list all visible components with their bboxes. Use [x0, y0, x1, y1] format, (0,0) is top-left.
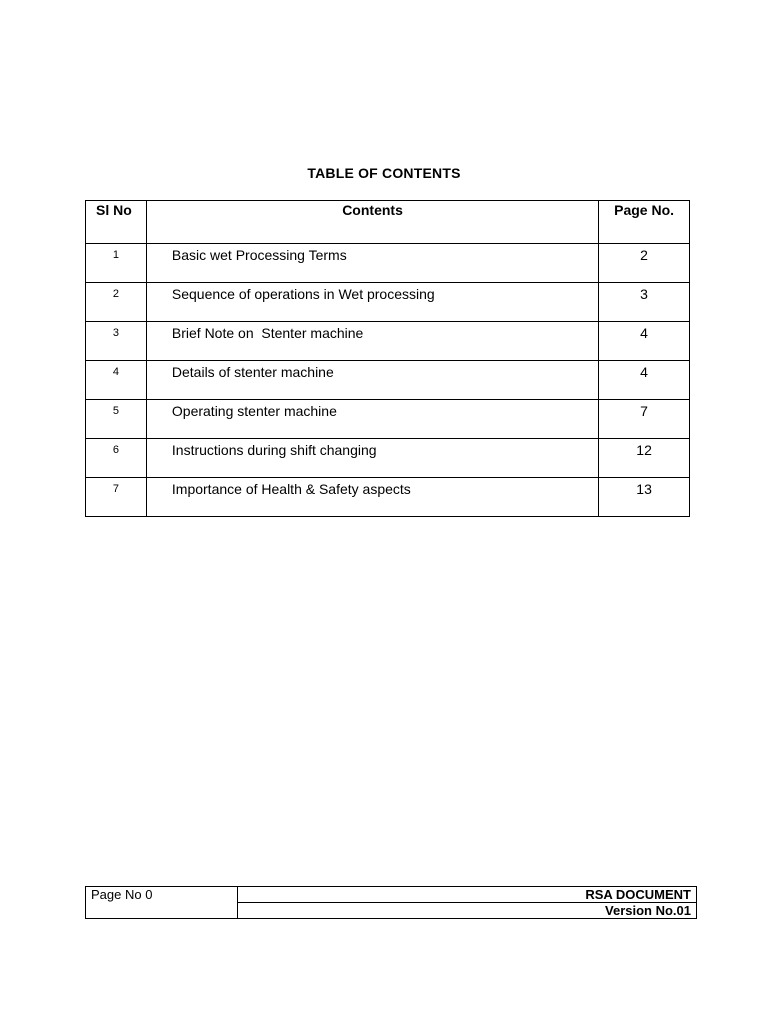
- row-number: 1: [86, 244, 147, 283]
- page-footer: [85, 886, 697, 919]
- row-number: 4: [86, 361, 147, 400]
- row-number: 2: [86, 283, 147, 322]
- contents-table: [85, 200, 690, 517]
- row-page: 4: [599, 322, 690, 361]
- footer-version: Version No.01: [238, 903, 697, 919]
- row-number: 7: [86, 478, 147, 517]
- row-page: 12: [599, 439, 690, 478]
- row-title: Basic wet Processing Terms: [146, 244, 598, 283]
- row-page: 3: [599, 283, 690, 322]
- row-title: Importance of Health & Safety aspects: [146, 478, 598, 517]
- table-row: [86, 283, 690, 322]
- header-page-no: Page No.: [599, 201, 690, 244]
- row-page: 7: [599, 400, 690, 439]
- row-title: Sequence of operations in Wet processing: [146, 283, 598, 322]
- header-contents: Contents: [146, 201, 598, 244]
- footer-document-name: RSA DOCUMENT: [238, 887, 697, 903]
- table-row: [86, 439, 690, 478]
- table-row: [86, 322, 690, 361]
- row-page: 13: [599, 478, 690, 517]
- row-title: Operating stenter machine: [146, 400, 598, 439]
- page-title: TABLE OF CONTENTS: [307, 165, 461, 181]
- table-row: [86, 400, 690, 439]
- table-header-row: [86, 201, 690, 244]
- row-number: 3: [86, 322, 147, 361]
- row-title: Brief Note on Stenter machine: [146, 322, 598, 361]
- row-page: 4: [599, 361, 690, 400]
- table-row: [86, 478, 690, 517]
- table-row: [86, 361, 690, 400]
- row-title: Details of stenter machine: [146, 361, 598, 400]
- header-sl-no: Sl No: [86, 201, 147, 244]
- footer-page-number: Page No 0: [86, 887, 238, 919]
- row-number: 5: [86, 400, 147, 439]
- table-row: [86, 244, 690, 283]
- row-page: 2: [599, 244, 690, 283]
- row-number: 6: [86, 439, 147, 478]
- row-title: Instructions during shift changing: [146, 439, 598, 478]
